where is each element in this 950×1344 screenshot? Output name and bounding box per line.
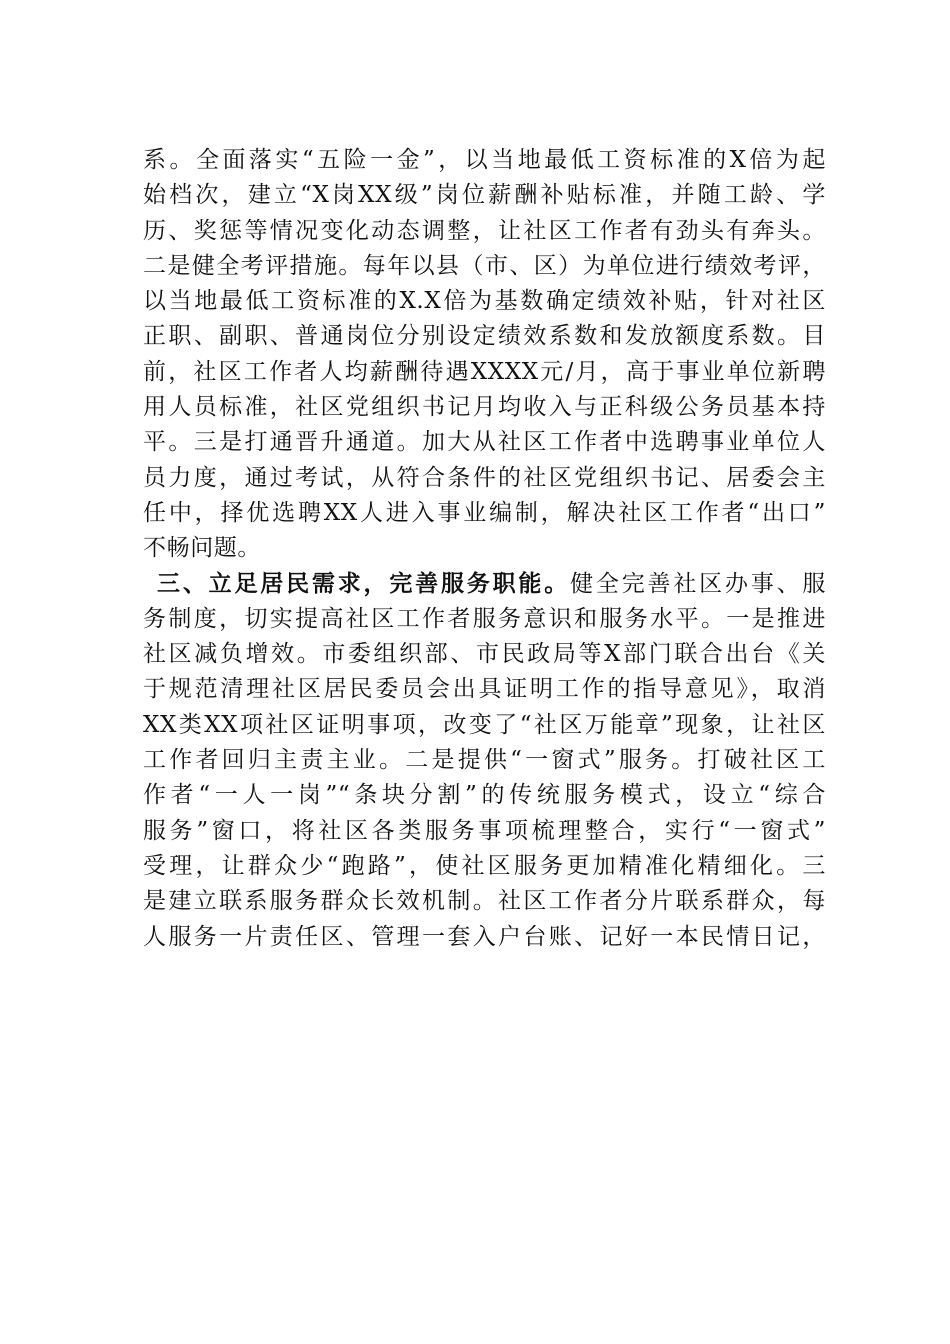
text-line: 于规范清理社区居民委员会出具证明工作的指导意见》，取消	[143, 676, 826, 703]
text-line: 社区减负增效。市委组织部、市民政局等X部门联合出台《关	[143, 641, 826, 668]
paragraph-service-functions	[143, 567, 826, 955]
text-line: 用人员标准，社区党组织书记月均收入与正科级公务员基本持	[143, 394, 826, 421]
text-line: 作者“一人一岗”“条块分割”的传统服务模式，设立“综合	[143, 782, 826, 809]
text-line: 服务”窗口，将社区各类服务事项梳理整合，实行“一窗式”	[143, 817, 826, 844]
text-line: 系。全面落实“五险一金”，以当地最低工资标准的X倍为起	[143, 147, 826, 173]
text-line: 不畅问题。	[143, 535, 261, 562]
text-line: 工作者回归主责主业。二是提供“一窗式”服务。打破社区工	[143, 747, 826, 774]
text-line: 以当地最低工资标准的X.X倍为基数确定绩效补贴，针对社区	[143, 288, 826, 315]
text-line: 平。三是打通晋升通道。加大从社区工作者中选聘事业单位人	[143, 429, 826, 456]
text-line: 务制度，切实提高社区工作者服务意识和服务水平。一是推进	[143, 605, 826, 632]
heading-line-text: 健全完善社区办事、服	[570, 570, 827, 597]
text-line: 历、奖惩等情况变化动态调整，让社区工作者有劲头有奔头。	[143, 217, 826, 244]
text-line: 二是健全考评措施。每年以县（市、区）为单位进行绩效考评，	[143, 252, 826, 279]
text-line: 是建立联系服务群众长效机制。社区工作者分片联系群众，每	[143, 888, 826, 915]
text-line: 员力度，通过考试，从符合条件的社区党组织书记、居委会主	[143, 464, 826, 491]
text-line: 前，社区工作者人均薪酬待遇XXXX元/月，高于事业单位新聘	[143, 358, 826, 385]
text-line: 人服务一片责任区、管理一套入户台账、记好一本民情日记，	[143, 923, 826, 950]
text-line: 受理，让群众少“跑路”，使社区服务更加精准化精细化。三	[143, 852, 826, 879]
text-line: 始档次，建立“X岗XX级”岗位薪酬补贴标准，并随工龄、学	[143, 182, 826, 209]
section-heading: 三、立足居民需求，完善服务职能。	[157, 570, 571, 597]
document-page	[143, 143, 826, 955]
text-line: 任中，择优选聘XX人进入事业编制，解决社区工作者“出口”	[143, 499, 826, 526]
section-heading-line	[143, 567, 826, 602]
text-line: 正职、副职、普通岗位分别设定绩效系数和发放额度系数。目	[143, 323, 826, 350]
paragraph-salary-system	[143, 143, 826, 567]
text-line: XX类XX项社区证明事项，改变了“社区万能章”现象，让社区	[143, 711, 826, 738]
